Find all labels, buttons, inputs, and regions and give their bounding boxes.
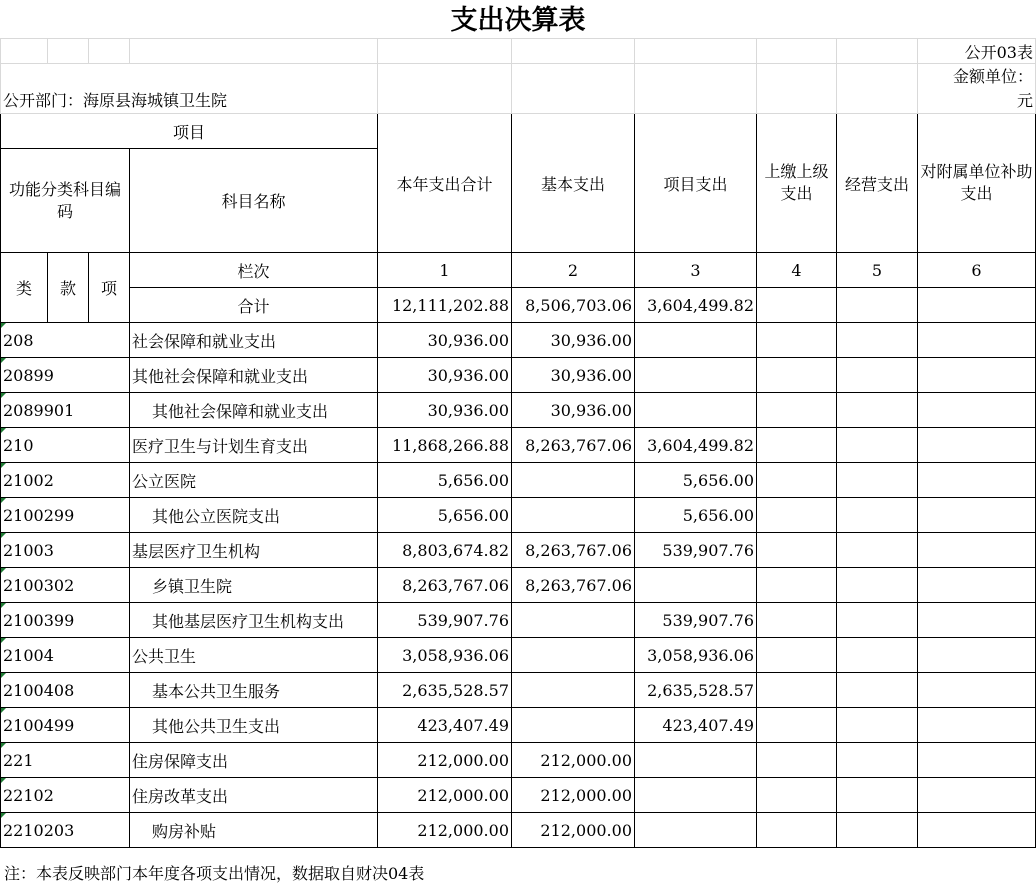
- table-row: [1, 708, 1036, 743]
- column-number-6: 6: [918, 253, 1036, 288]
- row-name: 公共卫生: [130, 638, 378, 673]
- row-basic: [512, 498, 635, 533]
- row-item: 423,407.49: [635, 708, 757, 743]
- row-upper: [757, 813, 837, 848]
- row-business: [837, 358, 918, 393]
- page-title: 支出决算表: [450, 5, 586, 36]
- table-row: [1, 393, 1036, 428]
- row-business: [837, 568, 918, 603]
- row-code: 21002: [1, 463, 130, 498]
- row-upper: [757, 778, 837, 813]
- row-business: [837, 778, 918, 813]
- table-row: [1, 638, 1036, 673]
- row-subsidy: [918, 778, 1036, 813]
- total-row: [1, 288, 1036, 323]
- row-item: [635, 743, 757, 778]
- column-number-3: 3: [635, 253, 757, 288]
- row-total: 2,635,528.57: [378, 673, 512, 708]
- row-code: 2100408: [1, 673, 130, 708]
- row-upper: [757, 673, 837, 708]
- row-item: [635, 323, 757, 358]
- row-business: [837, 603, 918, 638]
- row-subsidy: [918, 568, 1036, 603]
- amount-unit: [918, 64, 1036, 114]
- row-total: 539,907.76: [378, 603, 512, 638]
- row-item: [635, 358, 757, 393]
- row-business: [837, 498, 918, 533]
- row-name: 医疗卫生与计划生育支出: [130, 428, 378, 463]
- expenditure-table: [0, 38, 1036, 852]
- row-code: 21003: [1, 533, 130, 568]
- row-upper: [757, 428, 837, 463]
- row-upper: [757, 358, 837, 393]
- row-item: [635, 813, 757, 848]
- row-business: [837, 393, 918, 428]
- row-name: 住房改革支出: [130, 778, 378, 813]
- row-upper: [757, 393, 837, 428]
- row-subsidy: [918, 533, 1036, 568]
- row-upper: [757, 743, 837, 778]
- column-number-4: 4: [757, 253, 837, 288]
- row-subsidy: [918, 813, 1036, 848]
- row-upper: [757, 638, 837, 673]
- row-total: 8,803,674.82: [378, 533, 512, 568]
- row-name: 购房补贴: [130, 813, 378, 848]
- row-item: 539,907.76: [635, 603, 757, 638]
- department-label: 公开部门：海原县海城镇卫生院: [1, 64, 378, 114]
- row-total: 212,000.00: [378, 813, 512, 848]
- row-basic: [512, 708, 635, 743]
- row-subsidy: [918, 603, 1036, 638]
- header-basic: 基本支出: [512, 114, 635, 253]
- row-basic: 212,000.00: [512, 813, 635, 848]
- column-number-5: 5: [837, 253, 918, 288]
- row-total: 30,936.00: [378, 323, 512, 358]
- column-number-label: 栏次: [130, 253, 378, 288]
- table-row: [1, 533, 1036, 568]
- table-row: [1, 358, 1036, 393]
- row-upper: [757, 568, 837, 603]
- row-basic: [512, 603, 635, 638]
- amount-unit-value: 元: [1016, 90, 1033, 110]
- header-kuan: 款: [48, 253, 89, 323]
- row-subsidy: [918, 358, 1036, 393]
- row-code: 221: [1, 743, 130, 778]
- row-basic: 212,000.00: [512, 778, 635, 813]
- row-code: 210: [1, 428, 130, 463]
- row-item: 539,907.76: [635, 533, 757, 568]
- row-basic: 8,263,767.06: [512, 428, 635, 463]
- row-item: 2,635,528.57: [635, 673, 757, 708]
- row-business: [837, 743, 918, 778]
- row-item: 5,656.00: [635, 463, 757, 498]
- table-row: [1, 323, 1036, 358]
- row-code: 208: [1, 323, 130, 358]
- row-total: 8,263,767.06: [378, 568, 512, 603]
- row-name: 基本公共卫生服务: [130, 673, 378, 708]
- row-subsidy: [918, 323, 1036, 358]
- header-project: 项目: [1, 114, 378, 149]
- row-total: 423,407.49: [378, 708, 512, 743]
- row-basic: [512, 673, 635, 708]
- column-number-2: 2: [512, 253, 635, 288]
- table-row: [1, 743, 1036, 778]
- row-business: [837, 428, 918, 463]
- row-name: 其他基层医疗卫生机构支出: [130, 603, 378, 638]
- row-total: 30,936.00: [378, 393, 512, 428]
- row-total: 212,000.00: [378, 778, 512, 813]
- amount-unit-label: 金额单位：: [952, 66, 1033, 86]
- row-subsidy: [918, 673, 1036, 708]
- row-basic: 30,936.00: [512, 323, 635, 358]
- header-xiang: 项: [89, 253, 130, 323]
- row-item: 3,058,936.06: [635, 638, 757, 673]
- row-item: [635, 568, 757, 603]
- total-basic: 8,506,703.06: [512, 288, 635, 323]
- row-total: 212,000.00: [378, 743, 512, 778]
- row-subsidy: [918, 638, 1036, 673]
- header-business: 经营支出: [837, 114, 918, 253]
- row-upper: [757, 603, 837, 638]
- row-basic: 30,936.00: [512, 393, 635, 428]
- row-code: 2089901: [1, 393, 130, 428]
- header-item: 项目支出: [635, 114, 757, 253]
- row-item: [635, 393, 757, 428]
- row-name: 其他社会保障和就业支出: [130, 393, 378, 428]
- row-name: 乡镇卫生院: [130, 568, 378, 603]
- row-code: 2100299: [1, 498, 130, 533]
- row-upper: [757, 708, 837, 743]
- row-code: 2100302: [1, 568, 130, 603]
- row-name: 其他社会保障和就业支出: [130, 358, 378, 393]
- header-total: 本年支出合计: [378, 114, 512, 253]
- row-upper: [757, 533, 837, 568]
- row-total: 5,656.00: [378, 463, 512, 498]
- row-business: [837, 323, 918, 358]
- row-upper: [757, 463, 837, 498]
- row-basic: [512, 638, 635, 673]
- row-business: [837, 638, 918, 673]
- row-basic: 8,263,767.06: [512, 568, 635, 603]
- row-business: [837, 463, 918, 498]
- footnote: 注：本表反映部门本年度各项支出情况，数据取自财决04表: [4, 864, 425, 883]
- table-row: [1, 428, 1036, 463]
- header-code: 功能分类科目编码: [1, 149, 130, 253]
- row-total: 5,656.00: [378, 498, 512, 533]
- row-basic: [512, 463, 635, 498]
- row-total: 3,058,936.06: [378, 638, 512, 673]
- row-name: 基层医疗卫生机构: [130, 533, 378, 568]
- row-code: 21004: [1, 638, 130, 673]
- row-name: 住房保障支出: [130, 743, 378, 778]
- row-business: [837, 533, 918, 568]
- total-label: 合计: [130, 288, 378, 323]
- row-business: [837, 813, 918, 848]
- row-code: 20899: [1, 358, 130, 393]
- table-row: [1, 778, 1036, 813]
- total-item: 3,604,499.82: [635, 288, 757, 323]
- form-number: 公开03表: [918, 39, 1036, 64]
- row-subsidy: [918, 463, 1036, 498]
- header-upper: 上缴上级支出: [757, 114, 837, 253]
- row-total: 11,868,266.88: [378, 428, 512, 463]
- table-row: [1, 463, 1036, 498]
- row-code: 2210203: [1, 813, 130, 848]
- table-row: [1, 568, 1036, 603]
- row-subsidy: [918, 708, 1036, 743]
- table-row: [1, 673, 1036, 708]
- row-business: [837, 708, 918, 743]
- row-subsidy: [918, 428, 1036, 463]
- column-number-1: 1: [378, 253, 512, 288]
- row-code: 2100499: [1, 708, 130, 743]
- row-code: 22102: [1, 778, 130, 813]
- row-upper: [757, 498, 837, 533]
- row-item: 5,656.00: [635, 498, 757, 533]
- header-subsidy: 对附属单位补助支出: [918, 114, 1036, 253]
- row-name: 其他公共卫生支出: [130, 708, 378, 743]
- row-subsidy: [918, 743, 1036, 778]
- row-basic: 30,936.00: [512, 358, 635, 393]
- row-business: [837, 673, 918, 708]
- header-lei: 类: [1, 253, 48, 323]
- row-basic: 8,263,767.06: [512, 533, 635, 568]
- row-name: 社会保障和就业支出: [130, 323, 378, 358]
- row-basic: 212,000.00: [512, 743, 635, 778]
- row-name: 公立医院: [130, 463, 378, 498]
- row-subsidy: [918, 393, 1036, 428]
- row-code: 2100399: [1, 603, 130, 638]
- row-name: 其他公立医院支出: [130, 498, 378, 533]
- header-name: 科目名称: [130, 149, 378, 253]
- row-item: [635, 778, 757, 813]
- table-row: [1, 498, 1036, 533]
- row-upper: [757, 323, 837, 358]
- table-row: [1, 603, 1036, 638]
- row-item: 3,604,499.82: [635, 428, 757, 463]
- total-amount: 12,111,202.88: [378, 288, 512, 323]
- table-row: [1, 813, 1036, 848]
- row-total: 30,936.00: [378, 358, 512, 393]
- row-subsidy: [918, 498, 1036, 533]
